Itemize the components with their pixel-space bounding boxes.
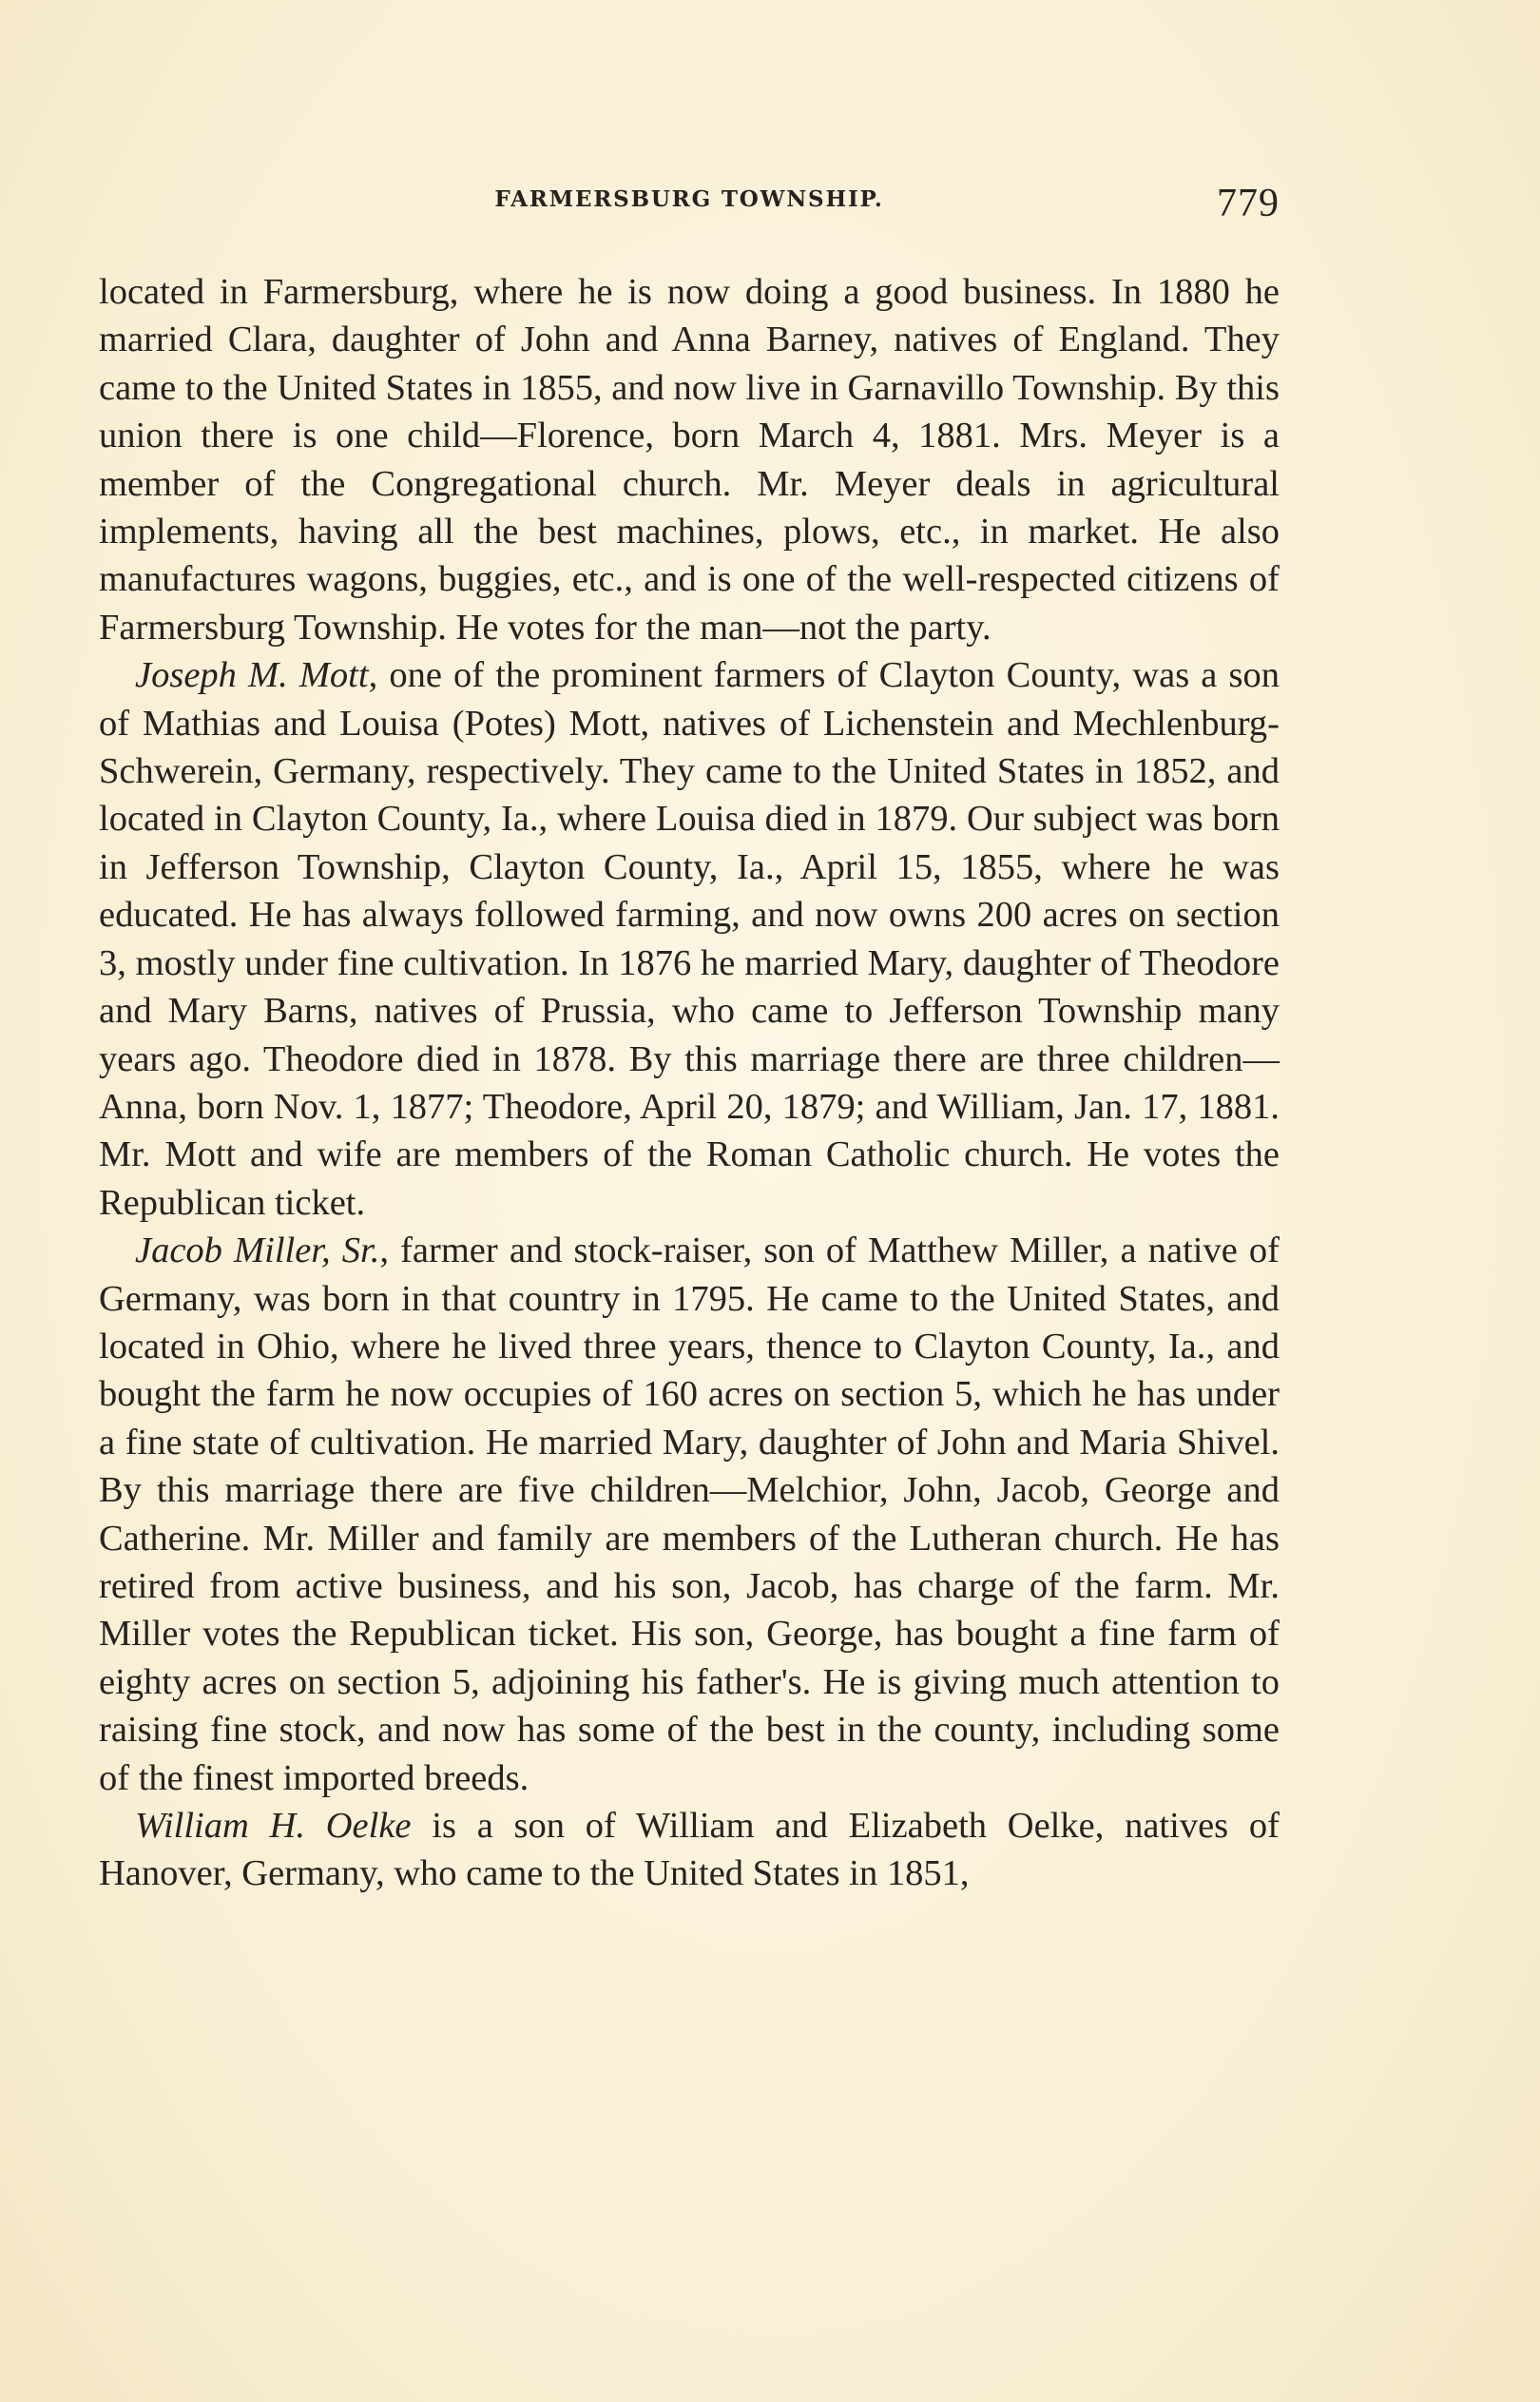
person-name: Jacob Miller [135,1230,322,1271]
paragraph-text: is a son of William and Elizabeth Oelke, natives of Hanover, Germany, who came to the United States in 1851, [99,1806,1280,1894]
paragraph-oelke [99,1802,1280,1898]
paragraph-text: , one of the prominent farmers of Clayton County, was a son of Mathias and Louisa (Potes) Mott, natives of Lichenstein and Mechlenburg-Schwerein, Germany, respectively. They came to the United States in 1852, and located in Clayton County, Ia., where Louisa died in 1879. Our subject was born in Jefferson Township, Clayton County, Ia., April 15, 1855, where he was educated. He has always followed farming, and now owns 200 acres on section 3, mostly under fine cultivation. In 1876 he married Mary, daughter of Theodore and Mary Barns, natives of Prussia, who came to Jefferson Township many years ago. Theodore died in 1878. By this marriage there are three children—Anna, born Nov. 1, 1877; Theodore, April 20, 1879; and William, Jan. 17, 1881. Mr. Mott and wife are members of the Roman Catholic church. He votes the Republican ticket. [99,655,1280,1223]
book-page [99,181,1280,1898]
page-number: 779 [1217,182,1280,225]
name-suffix: , Sr. [321,1230,380,1271]
paragraph-mott [99,651,1280,1227]
running-head [99,181,1280,238]
paragraph-meyer-continued [99,268,1280,651]
person-name: Joseph M. Mott [135,655,369,696]
paragraph-miller [99,1227,1280,1802]
paragraph-text: , farmer and stock-raiser, son of Matthew Miller, a native of Germany, was born in that country in 1795. He came to the United States, and located in Ohio, where he lived three years, thence to Clayton County, Ia., and bought the farm he now occupies of 160 acres on section 5, which he has under a fine state of cultivation. He married Mary, daughter of John and Maria Shivel. By this marriage there are five children—Melchior, John, Jacob, George and Catherine. Mr. Miller and family are members of the Lutheran church. He has retired from active business, and his son, Jacob, has charge of the farm. Mr. Miller votes the Republican ticket. His son, George, has bought a fine farm of eighty acres on section 5, adjoining his father's. He is giving much attention to raising fine stock, and now has some of the best in the county, including some of the finest imported breeds. [99,1230,1280,1798]
person-name: William H. Oelke [135,1806,412,1846]
body-text [99,268,1280,1898]
running-title: FARMERSBURG TOWNSHIP. [494,186,884,212]
paragraph-text: located in Farmersburg, where he is now doing a good business. In 1880 he married Clara, daughter of John and Anna Barney, natives of England. They came to the United States in 1855, and now live in Garnavillo Township. By this union there is one child—Florence, born March 4, 1881. Mrs. Meyer is a member of the Congregational church. Mr. Meyer deals in agricultural implements, having all the best machines, plows, etc., in market. He also manufactures wagons, buggies, etc., and is one of the well-respected citizens of Farmersburg Township. He votes for the man—not the party. [99,272,1280,648]
